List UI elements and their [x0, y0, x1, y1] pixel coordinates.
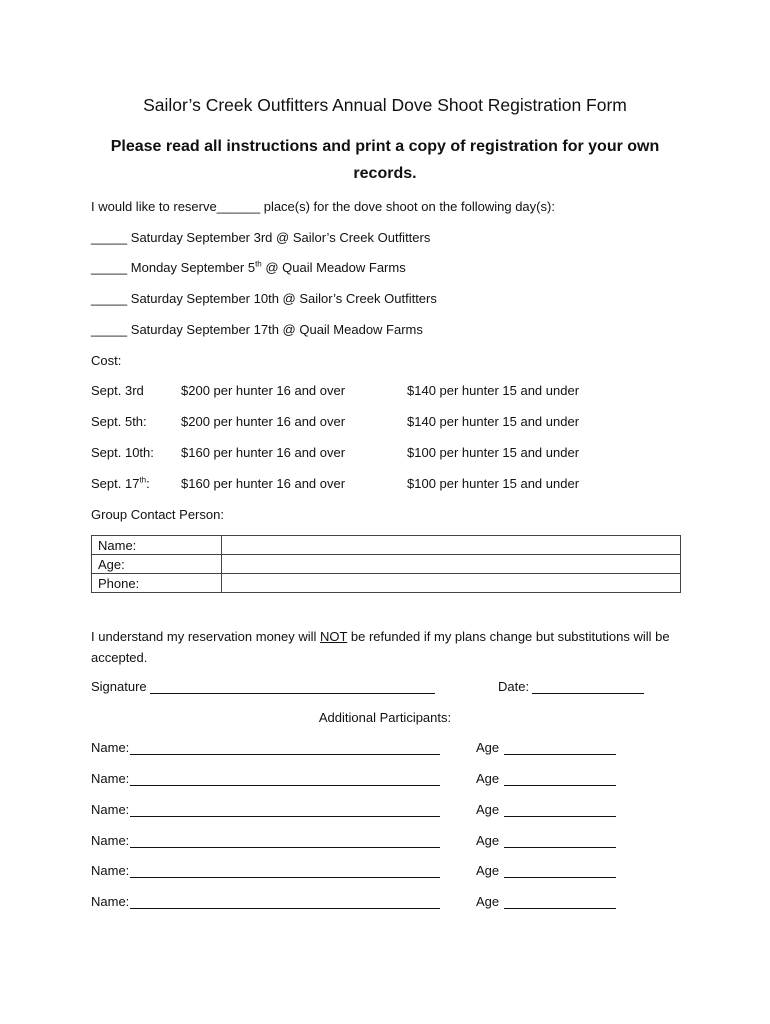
participant-name-field[interactable]: [130, 785, 440, 786]
participant-age-label: Age: [476, 771, 500, 786]
table-row: [92, 536, 681, 555]
cost-date-sup: th: [139, 475, 147, 485]
day-label: Saturday September 17th @ Quail Meadow Farms: [130, 322, 423, 337]
contact-age-field[interactable]: [222, 555, 681, 574]
refund-text-rest: be refunded if my plans change but substitutions will be accepted.: [91, 629, 670, 665]
participant-name-field[interactable]: [130, 877, 440, 878]
day-label: Saturday September 3rd @ Sailor’s Creek Outfitters: [130, 230, 431, 245]
cost-date: [91, 476, 150, 491]
participant-age-field[interactable]: [504, 908, 616, 909]
participant-age-label: Age: [476, 833, 500, 848]
date-field[interactable]: [532, 693, 644, 694]
participant-name-label: Name:: [91, 802, 130, 817]
date-label: Date:: [498, 679, 530, 694]
day-label: Monday September 5: [130, 260, 256, 275]
cost-label: Cost:: [91, 353, 122, 368]
participant-age-field[interactable]: [504, 816, 616, 817]
cost-adult: $200 per hunter 16 and over: [181, 414, 346, 429]
participant-age-field[interactable]: [504, 754, 616, 755]
participant-age-label: Age: [476, 894, 500, 909]
refund-text: I understand my reservation money will: [91, 629, 321, 644]
table-row: [92, 574, 681, 593]
cost-youth: $100 per hunter 15 and under: [407, 445, 580, 460]
cost-youth: $140 per hunter 15 and under: [407, 414, 580, 429]
day-option-3: [91, 291, 437, 306]
reserve-line: I would like to reserve______ place(s) for the dove shoot on the following day(s):: [91, 199, 555, 214]
refund-emphasis: NOT: [320, 629, 348, 644]
participant-name-label: Name:: [91, 740, 130, 755]
cost-date: Sept. 10th:: [91, 445, 154, 460]
contact-age-label: Age:: [92, 555, 222, 574]
day-option-1: [91, 230, 430, 245]
signature-field[interactable]: [150, 693, 435, 694]
cost-adult: $200 per hunter 16 and over: [181, 383, 346, 398]
cost-date: Sept. 3rd: [91, 383, 144, 398]
contact-name-label: Name:: [92, 536, 222, 555]
participant-age-label: Age: [476, 740, 500, 755]
participant-name-label: Name:: [91, 894, 130, 909]
form-title: Sailor’s Creek Outfitters Annual Dove Shoot Registration Form: [143, 95, 627, 115]
participant-age-field[interactable]: [504, 847, 616, 848]
cost-date: Sept. 5th:: [91, 414, 147, 429]
cost-date-suffix: :: [146, 476, 150, 491]
contact-table: [91, 535, 681, 593]
day-option-2: [91, 260, 406, 275]
day-label: Saturday September 10th @ Sailor’s Creek Outfitters: [130, 291, 437, 306]
cost-youth: $140 per hunter 15 and under: [407, 383, 580, 398]
contact-phone-label: Phone:: [92, 574, 222, 593]
day-blank: _____: [91, 322, 128, 337]
participant-age-field[interactable]: [504, 877, 616, 878]
participant-name-label: Name:: [91, 863, 130, 878]
signature-label: Signature: [91, 679, 147, 694]
participant-age-field[interactable]: [504, 785, 616, 786]
day-label-sup: th: [255, 259, 262, 269]
participant-name-label: Name:: [91, 771, 130, 786]
day-blank: _____: [91, 291, 128, 306]
participant-age-label: Age: [476, 863, 500, 878]
participant-name-field[interactable]: [130, 816, 440, 817]
participant-name-label: Name:: [91, 833, 130, 848]
cost-date-text: Sept. 17: [91, 476, 140, 491]
cost-adult: $160 per hunter 16 and over: [181, 476, 346, 491]
form-subtitle: Please read all instructions and print a copy of registration for your own records.: [110, 138, 660, 182]
group-contact-label: Group Contact Person:: [91, 507, 224, 522]
participant-name-field[interactable]: [130, 908, 440, 909]
refund-statement: [91, 627, 681, 668]
contact-phone-field[interactable]: [222, 574, 681, 593]
participant-name-field[interactable]: [130, 754, 440, 755]
additional-participants-label: Additional Participants:: [318, 710, 452, 725]
participant-age-label: Age: [476, 802, 500, 817]
day-option-4: [91, 322, 423, 337]
day-label-rest: @ Quail Meadow Farms: [261, 260, 406, 275]
day-blank: _____: [91, 230, 128, 245]
cost-youth: $100 per hunter 15 and under: [407, 476, 580, 491]
contact-name-field[interactable]: [222, 536, 681, 555]
participant-name-field[interactable]: [130, 847, 440, 848]
day-blank: _____: [91, 260, 128, 275]
cost-adult: $160 per hunter 16 and over: [181, 445, 346, 460]
table-row: [92, 555, 681, 574]
